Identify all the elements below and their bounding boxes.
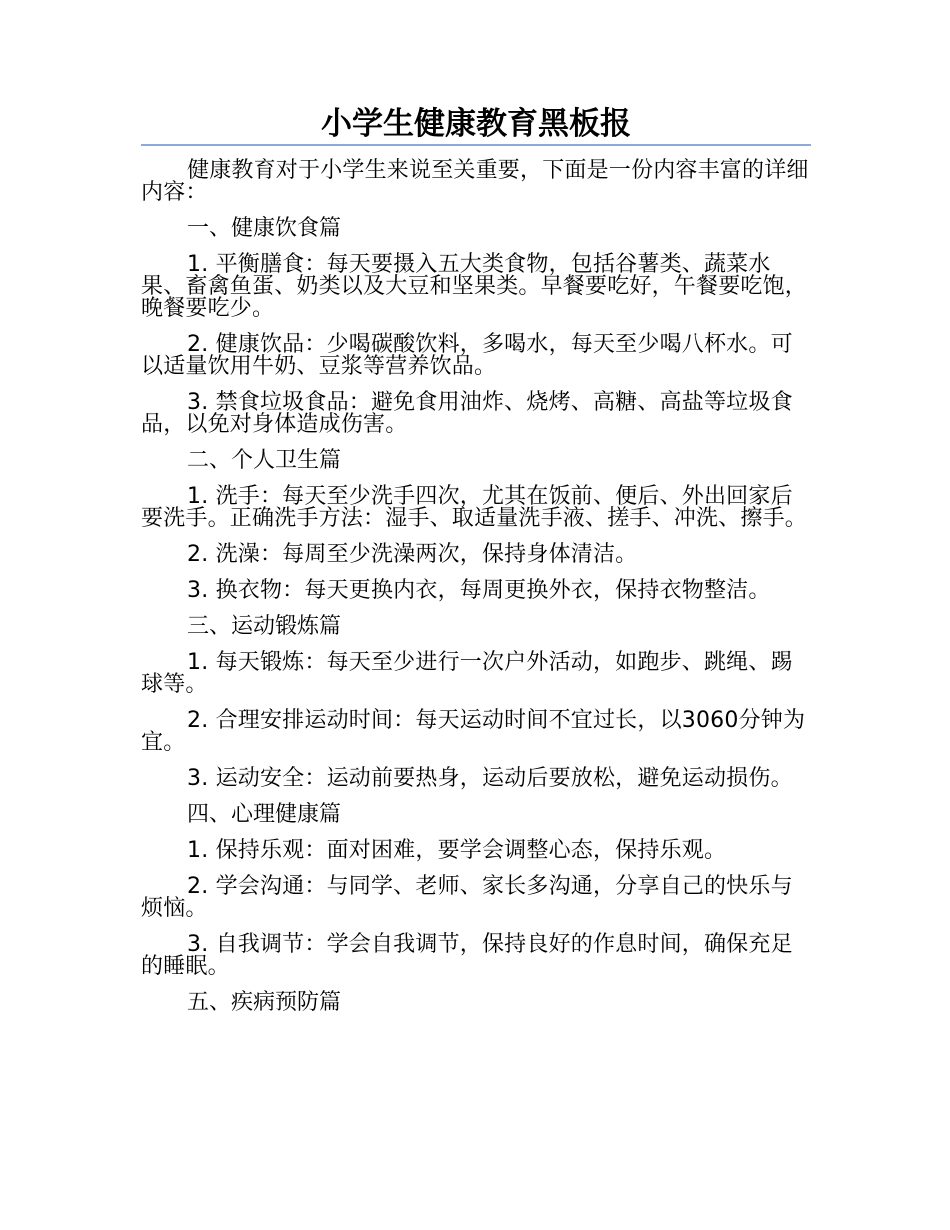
mental-item-3: 3. 自我调节：学会自我调节，保持良好的作息时间，确保充足的睡眠。 xyxy=(141,932,793,979)
diet-item-3: 3. 禁食垃圾食品：避免食用油炸、烧烤、高糖、高盐等垃圾食品，以免对身体造成伤害。 xyxy=(141,390,793,437)
exercise-item-1: 1. 每天锻炼：每天至少进行一次户外活动，如跑步、跳绳、踢球等。 xyxy=(141,650,793,697)
section-heading-diet: 一、健康饮食篇 xyxy=(187,216,342,241)
page-title: 小学生健康教育黑板报 xyxy=(321,106,631,142)
hygiene-item-1: 1. 洗手：每天至少洗手四次，尤其在饭前、便后、外出回家后要洗手。正确洗手方法：湿手、取适量洗手液、搓手、冲洗、擦手。 xyxy=(141,484,808,531)
diet-item-2: 2. 健康饮品：少喝碳酸饮料，多喝水，每天至少喝八杯水。可以适量饮用牛奶、豆浆等营养饮品。 xyxy=(141,332,793,379)
diet-item-1: 1. 平衡膳食：每天要摄入五大类食物，包括谷薯类、蔬菜水果、畜禽鱼蛋、奶类以及大豆和坚果类。早餐要吃好，午餐要吃饱，晚餐要吃少。 xyxy=(141,252,808,321)
document-page xyxy=(141,100,811,1028)
intro-paragraph: 健康教育对于小学生来说至关重要，下面是一份内容丰富的详细内容： xyxy=(141,158,809,205)
exercise-item-3: 3. 运动安全：运动前要热身，运动后要放松，避免运动损伤。 xyxy=(187,766,793,791)
section-heading-disease: 五、疾病预防篇 xyxy=(187,990,342,1015)
hygiene-item-2: 2. 洗澡：每周至少洗澡两次，保持身体清洁。 xyxy=(187,542,638,567)
section-heading-exercise: 三、运动锻炼篇 xyxy=(187,614,342,639)
hygiene-item-3: 3. 换衣物：每天更换内衣，每周更换外衣，保持衣物整洁。 xyxy=(187,578,771,603)
mental-item-1: 1. 保持乐观：面对困难，要学会调整心态，保持乐观。 xyxy=(187,838,727,863)
section-heading-hygiene: 二、个人卫生篇 xyxy=(187,448,342,473)
title-underline xyxy=(141,144,811,146)
exercise-item-2: 2. 合理安排运动时间：每天运动时间不宜过长，以3060分钟为宜。 xyxy=(141,708,806,755)
mental-item-2: 2. 学会沟通：与同学、老师、家长多沟通，分享自己的快乐与烦恼。 xyxy=(141,874,793,921)
section-heading-mental: 四、心理健康篇 xyxy=(187,802,342,827)
